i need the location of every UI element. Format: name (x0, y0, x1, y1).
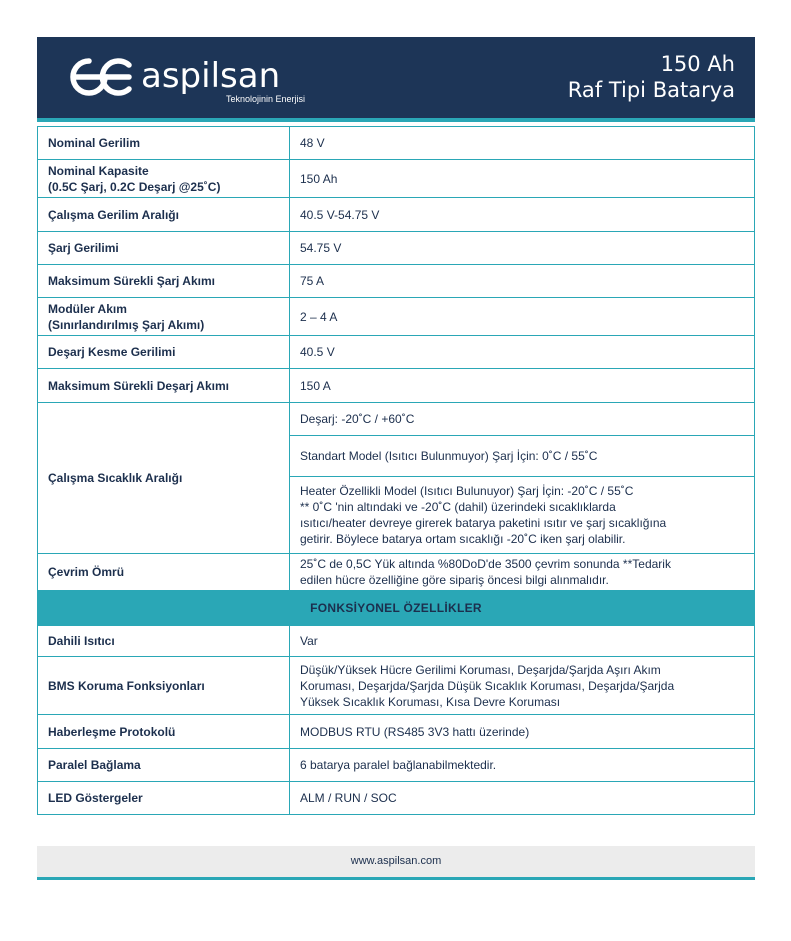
website-link[interactable]: www.aspilsan.com (350, 855, 442, 867)
row-label: Paralel Bağlama (38, 749, 290, 782)
temp-heater-line: ısıtıcı/heater devreye girerek batarya paketini ısıtır ve şarj sıcaklığına (300, 516, 667, 530)
table-row (38, 657, 755, 715)
temp-range-label: Çalışma Sıcaklık Aralığı (38, 403, 290, 554)
table-row (38, 554, 755, 591)
header-banner (37, 37, 755, 122)
bms-line: Koruması, Deşarjda/Şarjda Düşük Sıcaklık Koruması, Deşarjda/Şarjda (300, 678, 675, 693)
row-label: Nominal Gerilim (38, 127, 290, 160)
row-label (38, 298, 290, 336)
cycle-life-line: edilen hücre özelliğine göre sipariş öncesi bilgi alınmalıdır. (300, 573, 609, 587)
row-label: Şarj Gerilimi (38, 232, 290, 265)
product-capacity: 150 Ah (660, 52, 735, 76)
row-label: Dahili Isıtıcı (38, 626, 290, 657)
aspilsan-mark-icon (67, 55, 137, 99)
spec-table (37, 126, 755, 815)
product-name: Raf Tipi Batarya (567, 78, 735, 102)
row-value: 6 batarya paralel bağlanabilmektedir. (290, 749, 755, 782)
product-title (568, 51, 735, 103)
table-row (38, 715, 755, 749)
row-value: Var (290, 626, 755, 657)
row-value: 2 – 4 A (290, 298, 755, 336)
cycle-life-value (290, 554, 755, 591)
row-label-line: (0.5C Şarj, 0.2C Deşarj @25˚C) (48, 179, 221, 194)
row-label: Haberleşme Protokolü (38, 715, 290, 749)
row-label: Maksimum Sürekli Deşarj Akımı (38, 369, 290, 403)
row-value: 54.75 V (290, 232, 755, 265)
section-title: FONKSİYONEL ÖZELLİKLER (38, 591, 755, 626)
logo-wordmark: aspilsan (141, 56, 281, 96)
footer-bar (37, 846, 755, 880)
row-value: 40.5 V-54.75 V (290, 198, 755, 232)
bms-value (290, 657, 755, 715)
bms-line: Yüksek Sıcaklık Koruması, Kısa Devre Koruması (300, 694, 561, 709)
table-row (38, 127, 755, 160)
temp-heater-value (290, 477, 755, 554)
row-value: 75 A (290, 265, 755, 298)
table-row (38, 749, 755, 782)
section-header-row (38, 591, 755, 626)
row-label-line: Modüler Akım (48, 301, 127, 316)
table-row (38, 298, 755, 336)
row-value: 150 A (290, 369, 755, 403)
row-value: 40.5 V (290, 336, 755, 369)
table-row (38, 782, 755, 815)
table-row (38, 198, 755, 232)
table-row (38, 626, 755, 657)
table-row (38, 403, 755, 436)
aspilsan-logo (67, 52, 367, 112)
row-label: LED Göstergeler (38, 782, 290, 815)
cycle-life-label: Çevrim Ömrü (38, 554, 290, 591)
temp-heater-line: Heater Özellikli Model (Isıtıcı Bulunuyor) Şarj İçin: -20˚C / 55˚C (300, 484, 634, 498)
temp-heater-line: getirir. Böylece batarya ortam sıcaklığı -20˚C iken şarj olabilir. (300, 532, 626, 546)
temp-standard-value: Standart Model (Isıtıcı Bulunmuyor) Şarj İçin: 0˚C / 55˚C (290, 436, 755, 477)
row-label: Maksimum Sürekli Şarj Akımı (38, 265, 290, 298)
row-label: Deşarj Kesme Gerilimi (38, 336, 290, 369)
row-value: 48 V (290, 127, 755, 160)
row-value: ALM / RUN / SOC (290, 782, 755, 815)
row-label: Çalışma Gerilim Aralığı (38, 198, 290, 232)
row-value: MODBUS RTU (RS485 3V3 hattı üzerinde) (290, 715, 755, 749)
row-label-line: (Sınırlandırılmış Şarj Akımı) (48, 317, 205, 332)
row-label-line: Nominal Kapasite (48, 163, 149, 178)
table-row (38, 265, 755, 298)
temp-discharge-value: Deşarj: -20˚C / +60˚C (290, 403, 755, 436)
table-row (38, 232, 755, 265)
row-value: 150 Ah (290, 160, 755, 198)
bms-line: Düşük/Yüksek Hücre Gerilimi Koruması, Deşarjda/Şarjda Aşırı Akım (300, 662, 661, 677)
row-label: BMS Koruma Fonksiyonları (38, 657, 290, 715)
temp-heater-line: ** 0˚C 'nin altındaki ve -20˚C (dahil) üzerindeki sıcaklıklarda (300, 500, 616, 514)
table-row (38, 369, 755, 403)
table-row (38, 336, 755, 369)
cycle-life-line: 25˚C de 0,5C Yük altında %80DoD'de 3500 çevrim sonunda **Tedarik (300, 557, 671, 571)
table-row (38, 160, 755, 198)
row-label (38, 160, 290, 198)
logo-tagline: Teknolojinin Enerjisi (226, 94, 306, 104)
